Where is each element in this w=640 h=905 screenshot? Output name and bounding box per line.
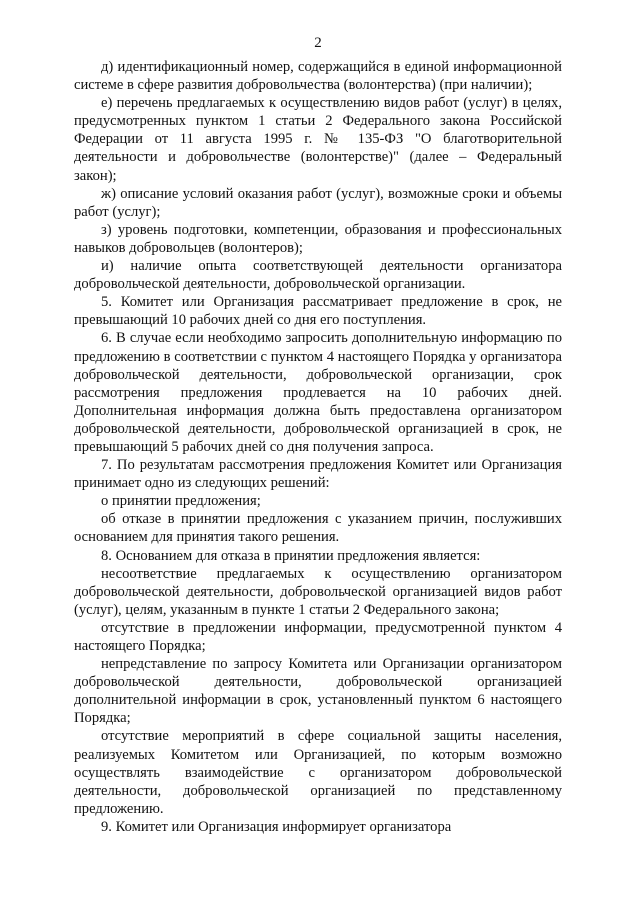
paragraph-item-i: и) наличие опыта соответствующей деятельности организатора добровольческой деятельности, добровольческой организации.	[74, 258, 562, 293]
paragraph-clause-6: 6. В случае если необходимо запросить дополнительную информацию по предложению в соответствии с пунктом 4 настоящего Порядка у организатора добровольческой деятельности, добровольческой организации, срок рассмотрения предложения продлевается на 10 рабочих дней. Дополнительная информация должна быть предоставлена организатором добровольческой деятельности, добровольческой организацией в срок, не превышающий 5 рабочих дней со дня получения запроса.	[74, 330, 562, 455]
page-number: 2	[314, 35, 322, 51]
paragraph-refusal-reason-4: отсутствие мероприятий в сфере социальной защиты населения, реализуемых Комитетом или Организацией, по которым возможно осуществлять взаимодействие с организатором добровольческой деятельности, добровольческой организацией по представленному предложению.	[74, 728, 562, 817]
paragraph-clause-5: 5. Комитет или Организация рассматривает предложение в срок, не превышающий 10 рабочих дней со дня его поступления.	[74, 294, 562, 329]
paragraph-refusal-reason-1: несоответствие предлагаемых к осуществлению организатором добровольческой деятельности, добровольческой организацией видов работ (услуг), целям, указанным в пункте 1 статьи 2 Федерального закона;	[74, 565, 562, 618]
paragraph-item-zh: ж) описание условий оказания работ (услуг), возможные сроки и объемы работ (услуг);	[74, 185, 562, 220]
paragraph-refusal-reason-3: непредставление по запросу Комитета или Организации организатором добровольческой деятельности, добровольческой организацией дополнительной информации в срок, установленный пунктом 6 настоящего Порядка;	[74, 656, 562, 727]
paragraph-clause-8: 8. Основанием для отказа в принятии предложения является:	[101, 547, 481, 564]
paragraph-decision-accept: о принятии предложения;	[101, 493, 261, 510]
paragraph-item-z: з) уровень подготовки, компетенции, образования и профессиональных навыков добровольцев (волонтеров);	[74, 221, 562, 256]
paragraph-refusal-reason-2: отсутствие в предложении информации, предусмотренной пунктом 4 настоящего Порядка;	[74, 619, 562, 654]
paragraph-item-d: д) идентификационный номер, содержащийся в единой информационной системе в сфере развития добровольчества (волонтерства) (при наличии);	[74, 59, 562, 94]
paragraph-clause-7: 7. По результатам рассмотрения предложения Комитет или Организация принимает одно из следующих решений:	[74, 457, 562, 492]
paragraph-clause-9: 9. Комитет или Организация информирует организатора	[101, 818, 452, 835]
paragraph-item-e: е) перечень предлагаемых к осуществлению видов работ (услуг) в целях, предусмотренных пунктом 1 статьи 2 Федерального закона Российской Федерации от 11 августа 1995 г. № 135-ФЗ "О благотворительной деятельности и добровольчестве (волонтерстве)" (далее – Федеральный закон);	[74, 95, 562, 184]
paragraph-decision-refuse: об отказе в принятии предложения с указанием причин, послуживших основанием для принятия такого решения.	[74, 511, 562, 546]
